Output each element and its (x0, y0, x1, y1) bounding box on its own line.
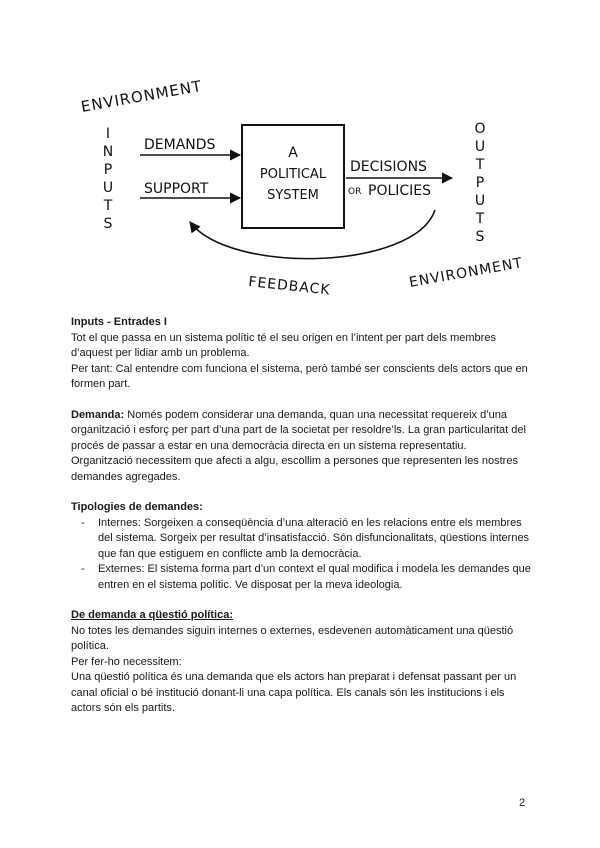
inputs-paragraph-1: Tot el que passa en un sistema polític té el seu origen en l’intent per part dels membres d’aquest per lidiar amb un problema. (71, 331, 496, 359)
box-line-3: SYSTEM (267, 188, 319, 203)
document-body (71, 315, 531, 717)
demanda-paragraph (71, 408, 531, 486)
policies-label: POLICIES (368, 183, 432, 199)
list-item: - Externes: El sistema forma part d’un context el qual modifica i modela les demandes que entren en el sistema polític. Ve disposat per la meva ideologia. (71, 562, 531, 593)
tipologies-list (71, 516, 531, 594)
outputs-letter: T (475, 157, 485, 173)
questio-politica-paragraph-3: Una qüestió política és una demanda que els actors han preparat i defensat passant per un canal oficial o bé institució donant-li una capa política. Els canals són les institucions i els actors són els partits. (71, 671, 517, 714)
inputs-letter: N (102, 144, 114, 160)
inputs-letter: U (102, 180, 114, 196)
questio-politica-paragraph-2: Per fer-ho necessitem: (71, 655, 182, 668)
support-label: SUPPORT (144, 181, 209, 197)
inputs-letter: I (105, 126, 111, 142)
inputs-letter: S (103, 216, 113, 232)
outputs-letter: P (475, 175, 485, 191)
box-line-2: POLITICAL (259, 167, 327, 182)
outputs-letter: U (474, 139, 486, 155)
demanda-label: Demanda: (71, 408, 125, 421)
questio-politica-paragraph-1: No totes les demandes siguin internes o externes, esdevenen automàticament una qüestió política. (71, 624, 514, 652)
inputs-vertical-label (103, 126, 114, 232)
inputs-heading: Inputs - Entrades I (71, 316, 167, 328)
outputs-vertical-label (474, 121, 485, 245)
outputs-letter: T (475, 211, 485, 227)
decisions-label: DECISIONS (350, 159, 427, 175)
feedback-label: FEEDBACK (247, 274, 332, 299)
feedback-arrow (190, 210, 435, 259)
box-line-1: A (288, 145, 298, 161)
demands-label: DEMANDS (144, 137, 216, 153)
page-number: 2 (519, 797, 526, 809)
outputs-letter: S (475, 229, 485, 245)
inputs-letter: P (103, 162, 113, 178)
questio-politica-heading: De demanda a qüestió política: (71, 609, 233, 621)
outputs-letter: O (474, 121, 486, 137)
environment-bottom-label: ENVIRONMENT (407, 255, 525, 291)
inputs-letter: T (103, 198, 113, 214)
demanda-text: Només podem considerar una demanda, quan una necessitat requereix d’una organització i esforç per part d’una part de la societat per resoldre’ls. La gran particularitat del procés de passar a estar en una democràcia directa en un sistema representatiu. Organització necessitem que afecti a algu, escollim a persones que representen les nostres demandes agregades. (71, 408, 526, 483)
inputs-paragraph-2: Per tant: Cal entendre com funciona el sistema, però també ser conscients dels actors que en formen part. (71, 362, 528, 390)
environment-top-label: ENVIRONMENT (79, 76, 204, 116)
tipologies-heading: Tipologies de demandes: (71, 501, 203, 513)
outputs-letter: U (474, 193, 486, 209)
political-system-diagram (0, 0, 600, 300)
or-label: OR (348, 187, 362, 197)
list-item: - Internes: Sorgeixen a conseqüència d’una alteració en les relacions entre els membres del sistema. Sorgeix per resultat d’insatisfacció. Són disfuncionalitats, qüestions internes que fan que estiguem en conflicte amb la democràcia. (71, 516, 531, 563)
